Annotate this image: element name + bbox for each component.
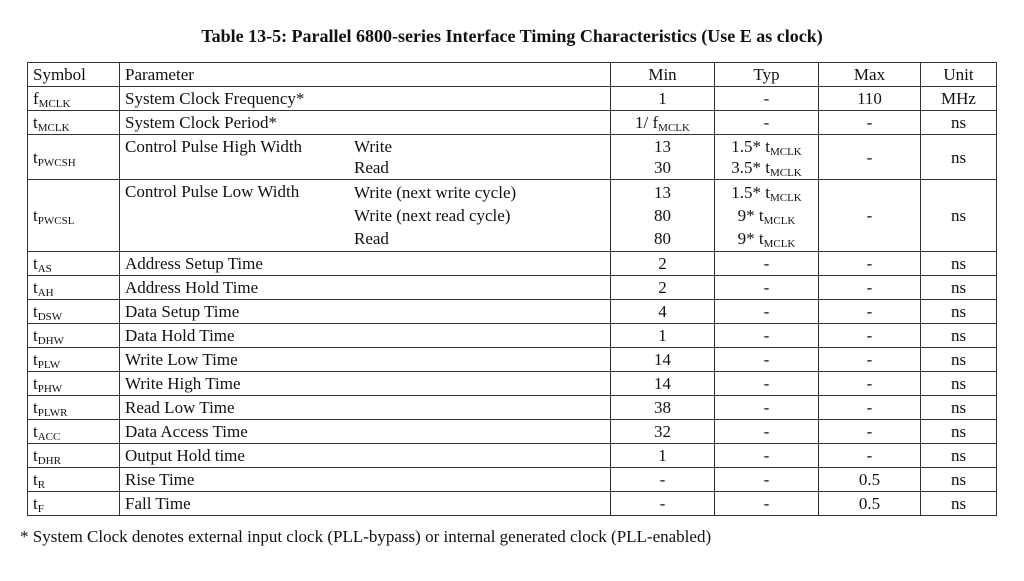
unit-cell: ns <box>921 276 997 300</box>
unit-cell: ns <box>921 300 997 324</box>
typ-cell: - <box>715 372 819 396</box>
min-cell: 14 <box>611 372 715 396</box>
max-cell: 110 <box>819 87 921 111</box>
min-cell: 32 <box>611 420 715 444</box>
header-typ: Typ <box>715 63 819 87</box>
symbol-cell: $t_{PWCSL}$ <box>28 180 120 252</box>
table-row <box>28 135 997 180</box>
parameter-cell: Address Hold Time <box>120 276 611 300</box>
typ-cell: - <box>715 252 819 276</box>
table-row <box>28 492 997 516</box>
symbol-cell: $t_{AH}$ <box>28 276 120 300</box>
typ-cell: - <box>715 276 819 300</box>
parameter-cell: Control Pulse Low Width Write (next write cycle) Write (next read cycle) Read <box>120 180 611 252</box>
unit-cell: ns <box>921 372 997 396</box>
typ-cell: 1.5* $t_{MCLK}$ 9* $t_{MCLK}$ 9* $t_{MCLK}$ <box>715 180 819 252</box>
table-row <box>28 348 997 372</box>
parameter-cell: Control Pulse High Width Write Read <box>120 135 611 180</box>
timing-table <box>27 62 997 516</box>
footnote: * System Clock denotes external input clock (PLL-bypass) or internal generated clock (PLL-enabled) <box>20 527 712 546</box>
max-cell: - <box>819 324 921 348</box>
max-cell: - <box>819 444 921 468</box>
unit-cell: ns <box>921 252 997 276</box>
symbol-cell: $t_{DSW}$ <box>28 300 120 324</box>
min-cell: - <box>611 468 715 492</box>
min-cell: 2 <box>611 276 715 300</box>
parameter-cell: Data Access Time <box>120 420 611 444</box>
header-parameter: Parameter <box>120 63 611 87</box>
table-row <box>28 276 997 300</box>
typ-cell: - <box>715 468 819 492</box>
unit-cell: ns <box>921 420 997 444</box>
parameter-cell: Write Low Time <box>120 348 611 372</box>
unit-cell: ns <box>921 324 997 348</box>
typ-cell: - <box>715 111 819 135</box>
table-row <box>28 111 997 135</box>
header-unit: Unit <box>921 63 997 87</box>
max-cell: - <box>819 111 921 135</box>
typ-cell: - <box>715 324 819 348</box>
typ-cell: - <box>715 87 819 111</box>
parameter-cell: Data Setup Time <box>120 300 611 324</box>
table-row <box>28 180 997 252</box>
max-cell: - <box>819 348 921 372</box>
table-title: Table 13-5: Parallel 6800-series Interface Timing Characteristics (Use E as clock) <box>201 26 823 46</box>
max-cell: - <box>819 396 921 420</box>
symbol-cell: $t_{PWCSH}$ <box>28 135 120 180</box>
symbol-cell: $f_{MCLK}$ <box>28 87 120 111</box>
parameter-cell: Data Hold Time <box>120 324 611 348</box>
min-cell: 4 <box>611 300 715 324</box>
min-cell: 1 <box>611 324 715 348</box>
header-symbol: Symbol <box>28 63 120 87</box>
symbol-cell: $t_{DHW}$ <box>28 324 120 348</box>
symbol-cell: $t_{DHR}$ <box>28 444 120 468</box>
max-cell: - <box>819 372 921 396</box>
table-row <box>28 396 997 420</box>
min-cell: 1 <box>611 444 715 468</box>
header-row <box>28 63 997 87</box>
parameter-cell: System Clock Frequency* <box>120 87 611 111</box>
max-cell: - <box>819 252 921 276</box>
unit-cell: MHz <box>921 87 997 111</box>
symbol-cell: $t_{PHW}$ <box>28 372 120 396</box>
typ-cell: - <box>715 420 819 444</box>
unit-cell: ns <box>921 111 997 135</box>
unit-cell: ns <box>921 396 997 420</box>
table-row <box>28 420 997 444</box>
table-row <box>28 324 997 348</box>
symbol-cell: $t_{MCLK}$ <box>28 111 120 135</box>
min-cell: 1/ $f_{MCLK}$ <box>611 111 715 135</box>
min-cell: 14 <box>611 348 715 372</box>
table-row <box>28 444 997 468</box>
symbol-cell: $t_{ACC}$ <box>28 420 120 444</box>
unit-cell: ns <box>921 444 997 468</box>
table-row <box>28 300 997 324</box>
unit-cell: ns <box>921 180 997 252</box>
max-cell: - <box>819 300 921 324</box>
parameter-cell: Rise Time <box>120 468 611 492</box>
symbol-cell: $t_R$ <box>28 468 120 492</box>
typ-cell: - <box>715 300 819 324</box>
min-cell: 1 <box>611 87 715 111</box>
symbol-cell: $t_F$ <box>28 492 120 516</box>
symbol-cell: $t_{PLW}$ <box>28 348 120 372</box>
symbol-cell: $t_{AS}$ <box>28 252 120 276</box>
min-cell: 13 80 80 <box>611 180 715 252</box>
min-cell: - <box>611 492 715 516</box>
typ-cell: 1.5* $t_{MCLK}$ 3.5* $t_{MCLK}$ <box>715 135 819 180</box>
max-cell: - <box>819 135 921 180</box>
parameter-cell: Output Hold time <box>120 444 611 468</box>
max-cell: 0.5 <box>819 492 921 516</box>
table-row <box>28 252 997 276</box>
typ-cell: - <box>715 492 819 516</box>
typ-cell: - <box>715 444 819 468</box>
max-cell: - <box>819 276 921 300</box>
parameter-cell: Fall Time <box>120 492 611 516</box>
min-cell: 38 <box>611 396 715 420</box>
table-row <box>28 468 997 492</box>
symbol-cell: $t_{PLWR}$ <box>28 396 120 420</box>
unit-cell: ns <box>921 468 997 492</box>
max-cell: 0.5 <box>819 468 921 492</box>
unit-cell: ns <box>921 135 997 180</box>
header-max: Max <box>819 63 921 87</box>
unit-cell: ns <box>921 348 997 372</box>
max-cell: - <box>819 420 921 444</box>
max-cell: - <box>819 180 921 252</box>
parameter-cell: Read Low Time <box>120 396 611 420</box>
unit-cell: ns <box>921 492 997 516</box>
table-row <box>28 372 997 396</box>
typ-cell: - <box>715 348 819 372</box>
min-cell: 2 <box>611 252 715 276</box>
parameter-cell: System Clock Period* <box>120 111 611 135</box>
min-cell: 13 30 <box>611 135 715 180</box>
typ-cell: - <box>715 396 819 420</box>
parameter-cell: Address Setup Time <box>120 252 611 276</box>
table-row <box>28 87 997 111</box>
header-min: Min <box>611 63 715 87</box>
parameter-cell: Write High Time <box>120 372 611 396</box>
